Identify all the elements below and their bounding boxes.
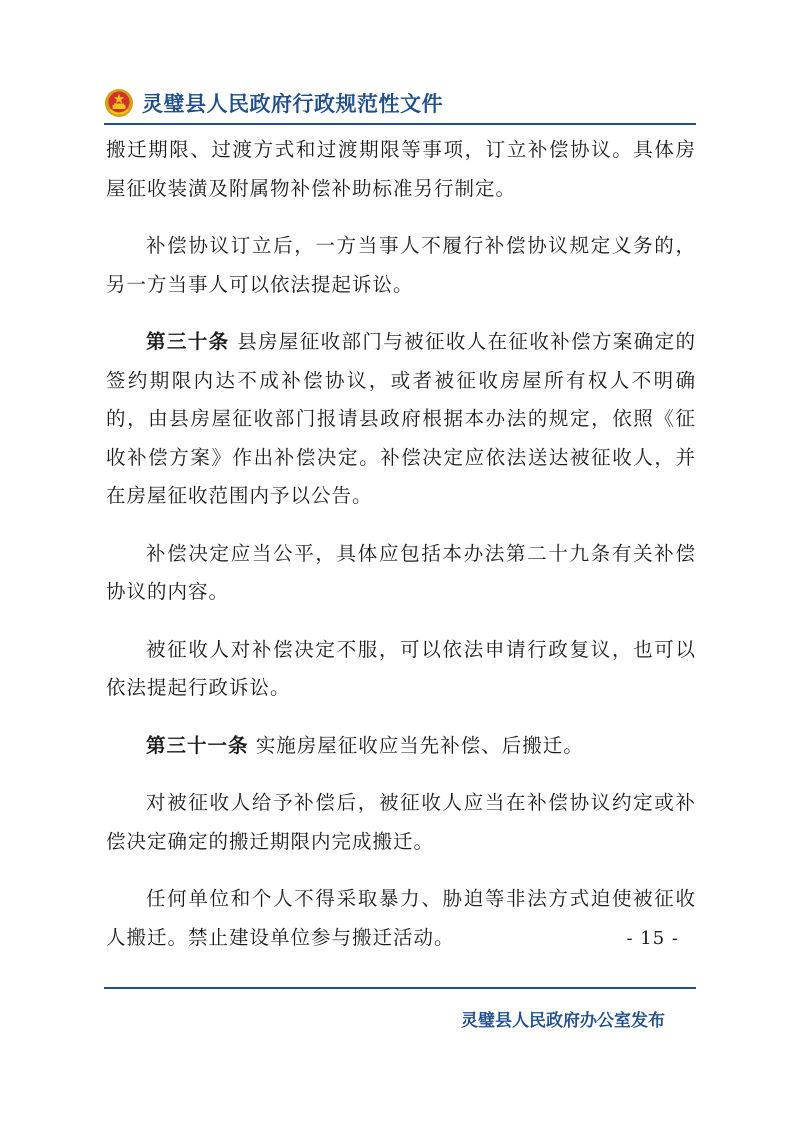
page-number: - 15 - bbox=[626, 928, 679, 949]
footer-divider bbox=[104, 987, 696, 989]
paragraph: 被征收人对补偿决定不服，可以依法申请行政复议，也可以依法提起行政诉讼。 bbox=[106, 637, 696, 699]
document-header bbox=[104, 86, 443, 120]
article-31 bbox=[106, 727, 696, 766]
document-body bbox=[106, 131, 696, 976]
article-text: 实施房屋征收应当先补偿、后搬迁。 bbox=[255, 733, 584, 757]
paragraph: 补偿协议订立后，一方当事人不履行补偿协议规定义务的，另一方当事人可以依法提起诉讼。 bbox=[106, 234, 696, 296]
footer-publisher: 灵璧县人民政府办公室发布 bbox=[461, 1011, 665, 1031]
paragraph: 任何单位和个人不得采取暴力、胁迫等非法方式迫使被征收人搬迁。禁止建设单位参与搬迁活动。 bbox=[106, 887, 696, 949]
document-header-title: 灵璧县人民政府行政规范性文件 bbox=[142, 92, 443, 116]
article-text: 县房屋征收部门与被征收人在征收补偿方案确定的签约期限内达不成补偿协议，或者被征收房屋所有权人不明确的，由县房屋征收部门报请县政府根据本办法的规定，依照《征收补偿方案》作出补偿决定。补偿决定应依法送达被征收人，并在房屋征收范围内予以公告。 bbox=[106, 330, 696, 507]
national-emblem-icon bbox=[104, 88, 134, 118]
header-divider bbox=[104, 123, 696, 125]
paragraph: 对被征收人给予补偿后，被征收人应当在补偿协议约定或补偿决定确定的搬迁期限内完成搬迁。 bbox=[106, 791, 696, 853]
article-30 bbox=[106, 323, 696, 516]
article-number: 第三十条 bbox=[146, 330, 230, 353]
paragraph-continuation: 搬迁期限、过渡方式和过渡期限等事项，订立补偿协议。具体房屋征收装潢及附属物补偿补助标准另行制定。 bbox=[106, 138, 696, 200]
paragraph: 补偿决定应当公平，具体应包括本办法第二十九条有关补偿协议的内容。 bbox=[106, 541, 696, 603]
article-number: 第三十一条 bbox=[146, 733, 249, 757]
